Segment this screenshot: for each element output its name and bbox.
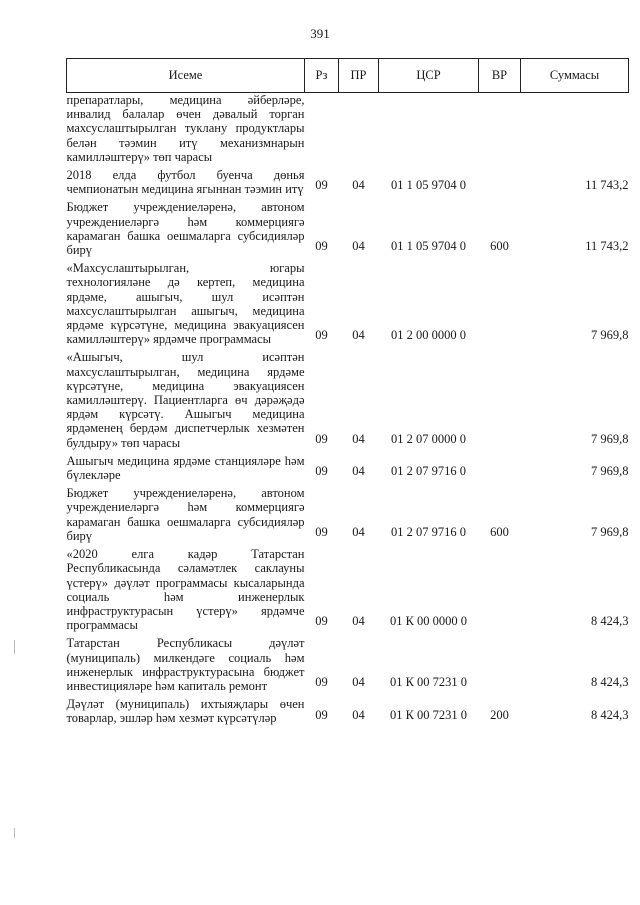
- cell-name: Ашыгыч медицина ярдәме станцияләре һәм бүлекләре: [66, 453, 305, 483]
- column-header-vr: ВР: [479, 59, 521, 93]
- cell-name: «Ашыгыч, шул исәптән махсуслаштырылган, медицина ярдәме күрсәтүне, медицина эвакуациясен камилләштерү. Пациентларга өч дәрәҗәдә ярдәм күрсәтү. Ашыгыч медицина ярдәменең бердәм диспетчерлык хезмәтен булдыру» төп чарасы: [66, 350, 305, 450]
- cell-vr: [479, 168, 521, 196]
- cell-csr: 01 1 05 9704 0: [391, 239, 466, 254]
- table-row: [67, 350, 629, 449]
- cell-sum: 11 743,2: [585, 239, 629, 254]
- cell-sum: 7 969,8: [591, 525, 629, 540]
- cell-name: Дәүләт (муниципаль) ихтыяҗлары өчен товарлар, эшләр һәм хезмәт күрсәтүләр: [66, 697, 305, 726]
- cell-rz: 09: [315, 675, 328, 690]
- cell-vr: [479, 547, 521, 632]
- scan-edge-mark: [14, 640, 15, 654]
- cell-csr: 01 1 05 9704 0: [391, 178, 466, 193]
- column-header-rz: Рз: [305, 59, 339, 93]
- table-row: [67, 168, 629, 196]
- cell-rz: 09: [315, 328, 328, 343]
- cell-sum: 8 424,3: [591, 614, 629, 629]
- cell-pr: 04: [352, 239, 365, 254]
- cell-vr: [479, 454, 521, 482]
- cell-pr: 04: [352, 525, 365, 540]
- cell-vr: 600: [490, 525, 509, 540]
- cell-pr: 04: [352, 614, 365, 629]
- page-number: 391: [310, 26, 330, 41]
- cell-name: Бюджет учреждениеләренә, автоном учреждениеләргә һәм коммерциягә карамаган башка оешмаларга субсидияләр бирү: [66, 486, 305, 543]
- column-header-name: Исеме: [67, 59, 305, 93]
- cell-name: «2020 елга кадәр Татарстан Республикасында сәламәтлек саклауны үстерү» дәүләт программасы кысаларында социаль һәм инженерлык инфраструктурасын үстерү» ярдәмче программасы: [66, 547, 305, 633]
- cell-csr: [379, 93, 479, 165]
- cell-rz: 09: [315, 525, 328, 540]
- column-header-pr: ПР: [339, 59, 379, 93]
- scan-edge-mark: [14, 828, 15, 838]
- table-row: [67, 200, 629, 257]
- budget-table: [66, 58, 629, 726]
- cell-name: «Махсуслаштырылган, югары технологияләне дә кертеп, медицина ярдәме, ашыгыч, шул исәптән махсуслаштырылган ашыгыч, медицина ярдәме күрсәтүне, медицина эвакуациясен камилләштерү» ярдәмче программасы: [66, 261, 305, 347]
- cell-csr: 01 2 00 0000 0: [391, 328, 466, 343]
- table-row: [67, 486, 629, 543]
- cell-rz: 09: [315, 239, 328, 254]
- cell-name: 2018 елда футбол буенча дөнья чемпионатын медицина ягыннан тәэмин итү: [66, 168, 305, 197]
- cell-vr: [479, 636, 521, 693]
- cell-vr: [479, 350, 521, 449]
- cell-pr: 04: [352, 178, 365, 193]
- cell-csr: 01 2 07 9716 0: [391, 525, 466, 540]
- cell-sum: 11 743,2: [585, 178, 629, 193]
- cell-sum: 7 969,8: [591, 464, 629, 479]
- cell-name: Бюджет учреждениеләренә, автоном учреждениеләргә һәм коммерциягә карамаган башка оешмаларга субсидияләр бирү: [66, 200, 305, 258]
- cell-vr: 200: [490, 707, 509, 722]
- table-row: [67, 454, 629, 482]
- cell-vr: [479, 261, 521, 346]
- cell-pr: 04: [352, 707, 365, 722]
- cell-pr: 04: [352, 431, 365, 446]
- cell-rz: 09: [315, 614, 328, 629]
- table-header-row: [67, 59, 629, 93]
- cell-sum: 8 424,3: [591, 707, 629, 722]
- cell-sum: 8 424,3: [591, 675, 629, 690]
- cell-name: препаратлары, медицина әйберләре, инвалид балалар өчен дәвалый торган махсуслаштырылган туклану продуктлары белән тәэмин итү механизмнарын камилләштерү» төп чарасы: [66, 93, 305, 164]
- cell-pr: 04: [352, 675, 365, 690]
- cell-rz: 09: [315, 178, 328, 193]
- cell-rz: 09: [315, 707, 328, 722]
- cell-pr: 04: [352, 328, 365, 343]
- cell-csr: 01 К 00 7231 0: [389, 675, 468, 690]
- cell-rz: 09: [315, 464, 328, 479]
- cell-sum: [521, 93, 629, 165]
- cell-csr: 01 К 00 7231 0: [389, 707, 468, 722]
- column-header-csr: ЦСР: [379, 59, 479, 93]
- cell-rz: [305, 93, 339, 165]
- table-row: [67, 547, 629, 632]
- cell-sum: 7 969,8: [591, 328, 629, 343]
- table-row: [67, 261, 629, 346]
- cell-pr: [339, 93, 379, 165]
- cell-vr: 600: [490, 239, 509, 254]
- cell-sum: 7 969,8: [591, 431, 629, 446]
- column-header-sum: Суммасы: [521, 59, 629, 93]
- table-row: [67, 636, 629, 693]
- table-row: [67, 697, 629, 725]
- cell-csr: 01 К 00 0000 0: [389, 614, 468, 629]
- cell-csr: 01 2 07 0000 0: [391, 431, 466, 446]
- cell-csr: 01 2 07 9716 0: [391, 464, 466, 479]
- cell-vr: [479, 93, 521, 165]
- cell-pr: 04: [352, 464, 365, 479]
- cell-name: Татарстан Республикасы дәүләт (муниципаль) милкендәге социаль һәм инженерлык инфраструктурасына бюджет инвестицияләре һәм капиталь ремонт: [66, 636, 305, 693]
- cell-rz: 09: [315, 431, 328, 446]
- table-row: [67, 93, 629, 165]
